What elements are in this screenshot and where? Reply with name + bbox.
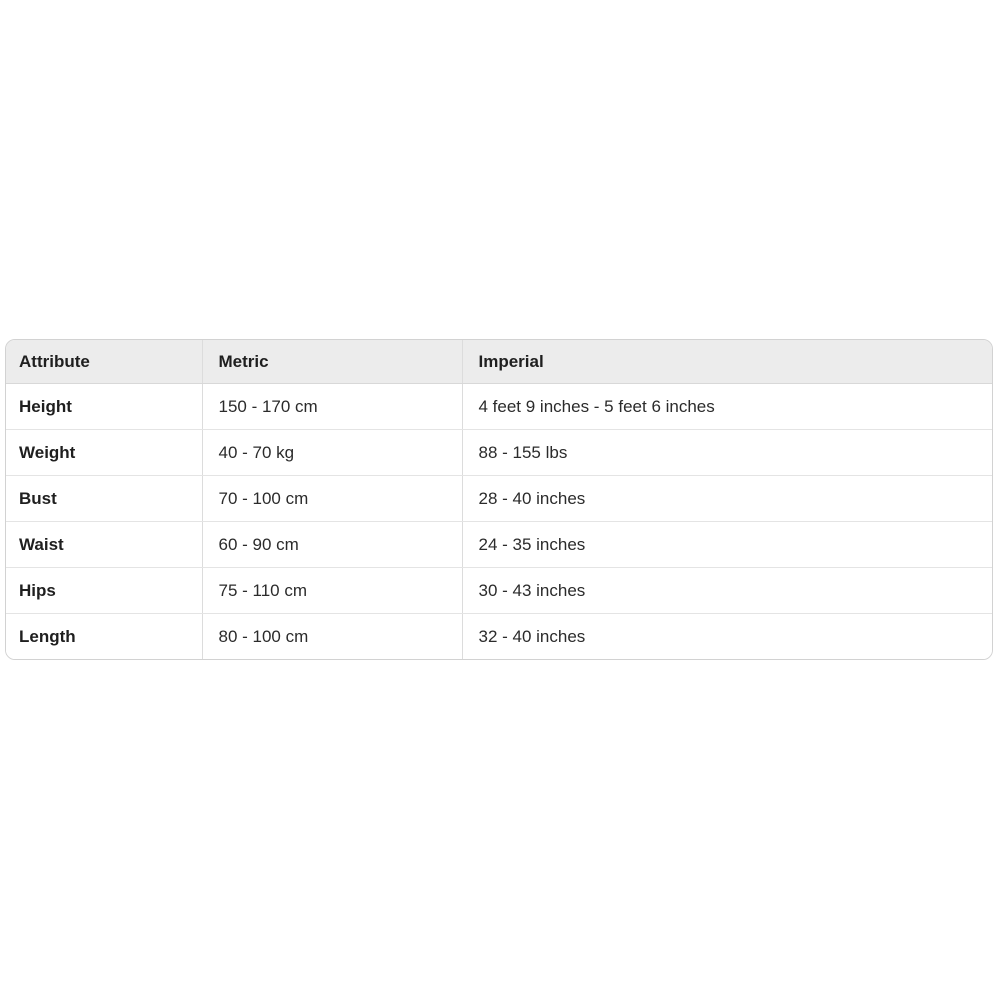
table-row <box>6 476 992 522</box>
metric-cell: 80 - 100 cm <box>202 614 462 660</box>
imperial-cell: 4 feet 9 inches - 5 feet 6 inches <box>462 384 992 430</box>
header-row <box>6 340 992 384</box>
attribute-cell: Hips <box>6 568 202 614</box>
size-chart-table <box>6 340 992 659</box>
column-header-metric: Metric <box>202 340 462 384</box>
imperial-cell: 32 - 40 inches <box>462 614 992 660</box>
attribute-cell: Bust <box>6 476 202 522</box>
imperial-cell: 88 - 155 lbs <box>462 430 992 476</box>
attribute-cell: Weight <box>6 430 202 476</box>
attribute-cell: Length <box>6 614 202 660</box>
imperial-cell: 30 - 43 inches <box>462 568 992 614</box>
metric-cell: 40 - 70 kg <box>202 430 462 476</box>
column-header-imperial: Imperial <box>462 340 992 384</box>
metric-cell: 150 - 170 cm <box>202 384 462 430</box>
metric-cell: 75 - 110 cm <box>202 568 462 614</box>
attribute-cell: Height <box>6 384 202 430</box>
table-row <box>6 522 992 568</box>
size-chart-card <box>5 339 993 660</box>
table-row <box>6 614 992 660</box>
imperial-cell: 24 - 35 inches <box>462 522 992 568</box>
metric-cell: 70 - 100 cm <box>202 476 462 522</box>
table-row <box>6 568 992 614</box>
metric-cell: 60 - 90 cm <box>202 522 462 568</box>
column-header-attribute: Attribute <box>6 340 202 384</box>
table-row <box>6 430 992 476</box>
imperial-cell: 28 - 40 inches <box>462 476 992 522</box>
table-row <box>6 384 992 430</box>
attribute-cell: Waist <box>6 522 202 568</box>
table-header <box>6 340 992 384</box>
table-body <box>6 384 992 660</box>
